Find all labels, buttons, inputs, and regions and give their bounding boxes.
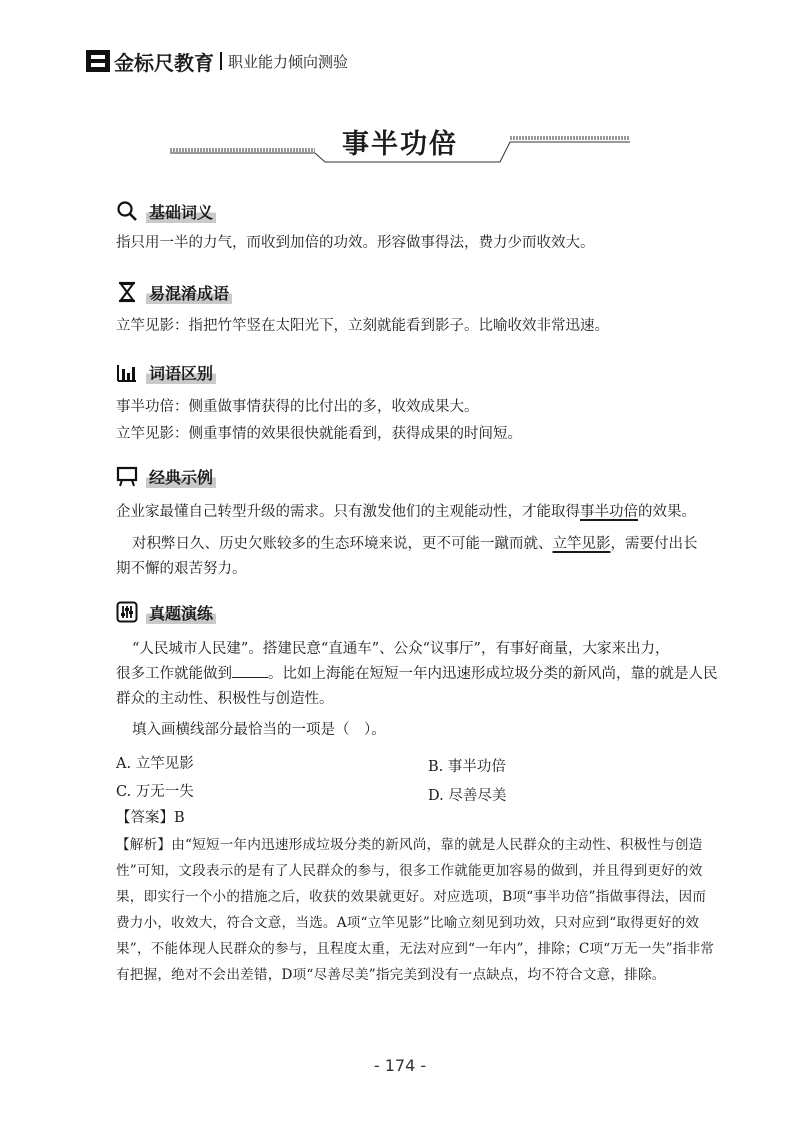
section-label: 真题演练 bbox=[146, 601, 216, 624]
section-classic-examples bbox=[116, 463, 216, 489]
answer-blank bbox=[232, 663, 268, 678]
question-prompt: 填入画横线部分最恰当的一项是（ ）。 bbox=[132, 722, 386, 738]
logo-icon bbox=[86, 50, 110, 72]
brand-name: 金标尺教育 bbox=[114, 50, 214, 75]
board-icon bbox=[116, 465, 138, 487]
confusing-idiom-text: 立竿见影：指把竹竿竖在太阳光下，立刻就能看到影子。比喻收效非常迅速。 bbox=[116, 318, 609, 334]
example-2-term: 立竿见影 bbox=[552, 536, 611, 552]
page-title: 事半功倍 bbox=[342, 129, 458, 160]
question-line-1: “人民城市人民建”。搭建民意“直通车”、公众“议事厅”，有事好商量，大家来出力， bbox=[132, 641, 670, 657]
example-2-continued: 期不懈的艰苦努力。 bbox=[116, 561, 247, 577]
analysis-paragraph bbox=[116, 832, 716, 988]
brand-header bbox=[86, 46, 348, 76]
basic-meaning-text: 指只用一半的力气，而收到加倍的功效。形容做事得法，费力少而收效大。 bbox=[116, 235, 595, 251]
question-line-3: 群众的主动性、积极性与创造性。 bbox=[116, 691, 334, 707]
option-b: B. 事半功倍 bbox=[428, 759, 506, 775]
analysis-label: 【解析】 bbox=[116, 837, 172, 853]
difference-line-2: 立竿见影：侧重事情的效果很快就能看到，获得成果的时间短。 bbox=[116, 426, 522, 442]
section-confusing-idiom bbox=[116, 279, 232, 305]
option-c: C. 万无一失 bbox=[116, 784, 194, 800]
magnifier-icon bbox=[116, 200, 138, 222]
hourglass-icon bbox=[116, 281, 138, 303]
section-label: 经典示例 bbox=[146, 465, 216, 488]
section-word-difference bbox=[116, 359, 216, 385]
analysis-text: 由“短短一年内迅速形成垃圾分类的新风尚，靠的就是人民群众的主动性、积极性与创造性”可知，文段表示的是有了人民群众的参与，很多工作就能更加容易的做到，并且得到更好的效果，即实行一个小的措施之后，收获的效果就更好。对应选项，B项“事半功倍”指做事得法，因而费力小，收效大，符合文意，当选。A项“立竿见影”比喻立刻见到功效，只对应到“取得更好的效果”，不能体现人民群众的参与，且程度太重，无法对应到“一年内”，排除；C项“万无一失”指非常有把握，绝对不会出差错，D项“尽善尽美”指完美到没有一点缺点，均不符合文意，排除。 bbox=[116, 837, 715, 983]
option-d: D. 尽善尽美 bbox=[428, 788, 507, 804]
brand-subtitle: 职业能力倾向测验 bbox=[228, 52, 349, 71]
section-label: 易混淆成语 bbox=[146, 281, 232, 304]
question-line-2: 很多工作就能做到 。比如上海能在短短一年内迅速形成垃圾分类的新风尚，靠的就是人民 bbox=[116, 662, 718, 687]
page-number: - 174 - bbox=[373, 1056, 427, 1075]
option-a: A. 立竿见影 bbox=[116, 756, 194, 772]
section-basic-meaning bbox=[116, 198, 216, 224]
difference-line-1: 事半功倍：侧重做事情获得的比付出的多，收效成果大。 bbox=[116, 399, 479, 415]
example-1-term: 事半功倍 bbox=[580, 504, 638, 520]
sliders-icon bbox=[116, 601, 138, 623]
bar-chart-icon bbox=[116, 361, 138, 383]
example-1: 企业家最懂自己转型升级的需求。只有激发他们的主观能动性，才能取得事半功倍的效果。 bbox=[116, 504, 696, 520]
example-2: 对积弊日久、历史欠账较多的生态环境来说，更不可能一蹴而就、立竿见影，需要付出长 bbox=[132, 536, 698, 552]
section-label: 词语区别 bbox=[146, 361, 216, 384]
section-label: 基础词义 bbox=[146, 200, 216, 223]
answer-line: 【答案】B bbox=[116, 810, 185, 826]
brand-separator bbox=[220, 52, 222, 70]
section-real-exam-practice bbox=[116, 599, 216, 625]
